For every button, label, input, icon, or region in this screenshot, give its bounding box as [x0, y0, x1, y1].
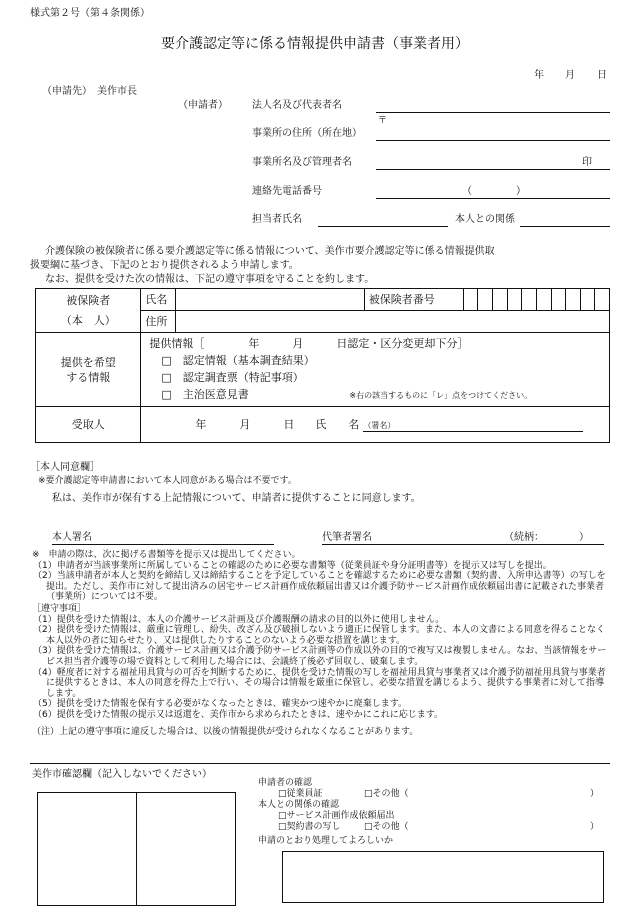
- addressee: （申請先） 美作市長: [42, 86, 137, 97]
- other-paren-close-2: ）: [590, 822, 600, 832]
- option-basic-survey[interactable]: □ 認定情報（基本調査結果）: [161, 354, 315, 367]
- insured-no-digit-2[interactable]: [478, 289, 493, 311]
- proceed-label: 申請のとおり処理してよろしいか: [258, 836, 394, 846]
- address-label: 事業所の住所（所在地）: [252, 128, 362, 139]
- check-note: ※右の該当するものに「レ」点をつけてください。: [349, 391, 533, 400]
- receiver-sign-field[interactable]: [363, 431, 583, 432]
- insured-no-digit-5[interactable]: [522, 289, 537, 311]
- corp-name-field[interactable]: [376, 112, 610, 113]
- receiver-date: 年 月 日: [195, 418, 295, 431]
- intro-line-1: 介護保険の被保険者に係る要介護認定等に係る情報について、美作市要介護認定等に係る情報提供取: [45, 246, 495, 257]
- insured-no-digit-9[interactable]: [580, 289, 595, 311]
- consent-note: ※要介護認定等申請書において本人同意がある場合は不要です。: [38, 476, 297, 486]
- notes-header: ※ 申請の際は、次に掲げる書類等を提示又は提出してください。: [32, 550, 301, 560]
- address-label-cell: 住所: [141, 311, 175, 333]
- page-title: 要介護認定等に係る情報提供申請書（事業者用）: [161, 36, 469, 52]
- insured-no-digit-6[interactable]: [536, 289, 551, 311]
- note-item-1: （1）申請者が当該事業所に所属していることの確認のために必要な書類等（従業員証や身分証明書等）を提示又は写しを提出。: [33, 560, 552, 571]
- insured-no-digit-3[interactable]: [493, 289, 508, 311]
- office-field[interactable]: [376, 169, 610, 170]
- seal-mark: 印: [582, 157, 592, 168]
- insured-no-label: 被保険者番号: [364, 289, 463, 311]
- rule-5: （5）提供を受けた情報を保有する必要がなくなったときは、確実かつ速やかに廃棄します。: [33, 699, 408, 710]
- info-cell: [141, 333, 610, 407]
- receiver-label: 受取人: [36, 407, 141, 443]
- note-item-2: （2）当該申請者が本人と契約を締結し又は締結することを予定していることを確認するために必要な書類（契約書、入所申込書等）の写しを提出。ただし、美作市に対して提出済みの居宅サービス計画作成依頼届出書又は介護予防サービス計画作成依頼届出書に記載された事業者（事業所）については不要。: [33, 571, 606, 603]
- insured-cell: [36, 289, 141, 333]
- intro-line-3: なお、提供を受けた次の情報は、下記の遵守事項を守ることを約します。: [45, 274, 375, 285]
- rule-4: （4）軽度者に対する福祉用具貸与の可否を判断するために、提供を受けた情報の写しを福祉用具貸与事業者又は介護予防福祉用具貸与事業者に提供するときは、本人の同意を得た上で行い、その場合は情報を厳重に保管し、必要な措置を講じるよう、提供する事業者に対して指導します。: [33, 667, 606, 699]
- phone-paren-close: ）: [516, 186, 526, 197]
- date-day: 日: [597, 70, 607, 81]
- info-header: 提供情報［ 年 月 日認定・区分変更却下分］: [149, 337, 469, 350]
- phone-field[interactable]: [376, 198, 610, 199]
- rule-6: （6）提供を受けた情報の提示又は返還を、美作市から求められたときは、速やかにこれに応じます。: [33, 709, 444, 720]
- intro-line-2: 扱要綱に基づき、下記のとおり提供されるよう申請します。: [30, 260, 299, 271]
- other-check-2[interactable]: □その他（: [364, 822, 409, 832]
- address-field[interactable]: [376, 140, 610, 141]
- relation-field[interactable]: [520, 226, 610, 227]
- address-cell[interactable]: [175, 311, 609, 333]
- proxy-relation-label: （続柄： ）: [504, 532, 589, 543]
- confirm-stamp-box-1: [37, 792, 137, 906]
- name-label: 氏名: [141, 289, 175, 311]
- consent-title: ［本人同意欄］: [30, 462, 100, 473]
- insured-no-digit-10[interactable]: [595, 289, 610, 311]
- notes-footer: （注）上記の遵守事項に違反した場合は、以後の情報提供が受けられなくなることがあります。: [32, 726, 419, 737]
- self-sign-label: 本人署名: [52, 532, 92, 543]
- postal-mark: 〒: [378, 116, 388, 126]
- plan-request-check[interactable]: □サービス計画作成依頼届出: [278, 811, 395, 821]
- insured-no-digit-4[interactable]: [507, 289, 522, 311]
- rules-title: ［遵守事項］: [32, 603, 87, 614]
- confirm-stamp-box-2: [136, 792, 236, 906]
- applicant-label: （申請者）: [178, 100, 228, 111]
- receiver-cell: [141, 407, 610, 443]
- phone-label: 連絡先電話番号: [252, 186, 322, 197]
- rule-3: （3）提供を受けた情報は、介護サービス計画又は介護予防サービス計画等の作成以外の目的で複写又は複製しません。なお、当該情報をサービス担当者介護等の場で資料として利用した場合には、会議終了後必ず回収し、破棄します。: [33, 646, 607, 667]
- phone-paren-open: （: [462, 186, 472, 197]
- employee-id-check[interactable]: □従業員証: [278, 789, 323, 799]
- insured-sub: （本 人）: [60, 313, 116, 327]
- section-divider: [30, 763, 610, 764]
- corp-name-label: 法人名及び代表者名: [252, 100, 342, 111]
- proxy-sign-label: 代筆者署名: [322, 532, 372, 543]
- option-doctor-opinion-row: [149, 386, 601, 403]
- other-paren-close-1: ）: [590, 789, 600, 799]
- insured-label: 被保険者: [66, 293, 111, 307]
- proceed-box: [282, 851, 604, 903]
- other-check-1[interactable]: □その他（: [364, 789, 409, 799]
- consent-body: 私は、美作市が保有する上記情報について、申請者に提供することに同意します。: [52, 493, 421, 504]
- form-number: 様式第２号（第４条関係）: [30, 8, 150, 19]
- date-year: 年: [534, 70, 544, 81]
- person-field[interactable]: [318, 226, 448, 227]
- contract-copy-check[interactable]: □契約書の写し: [278, 822, 341, 832]
- insured-no-digit-8[interactable]: [566, 289, 581, 311]
- relation-check-label: 本人との関係の確認: [258, 800, 340, 810]
- rule-2: （2）提供を受けた情報は、厳重に管理し、紛失、改ざん及び破損しないよう適正に保管します。また、本人の文書による同意を得ることなく本人以外の者に知らせたり、又は提供したりすることのないよう必要な措置を講じます。: [33, 625, 606, 646]
- city-confirm-title: 美作市確認欄（記入しないでください）: [32, 769, 212, 780]
- office-label: 事業所名及び管理者名: [252, 157, 352, 168]
- proxy-sign-field[interactable]: [322, 544, 604, 545]
- request-table: [35, 288, 610, 443]
- insured-no-digit-7[interactable]: [551, 289, 566, 311]
- applicant-check-label: 申請者の確認: [258, 778, 313, 788]
- notes-block: [32, 550, 610, 737]
- self-sign-field[interactable]: [52, 544, 274, 545]
- option-survey-sheet[interactable]: □ 認定調査票（特記事項）: [161, 371, 304, 384]
- date-month: 月: [565, 70, 575, 81]
- rule-1: （1）提供を受けた情報は、本人の介護サービス計画及び介護報酬の請求の目的以外に使用しません。: [33, 614, 445, 625]
- person-label: 担当者氏名: [252, 214, 302, 225]
- option-doctor-opinion[interactable]: □ 主治医意見書: [161, 388, 249, 401]
- receiver-sign-label: （署名）: [363, 421, 396, 430]
- desired-info-label: 提供を希望 する情報: [36, 333, 141, 407]
- relation-label: 本人との関係: [455, 214, 515, 225]
- name-field[interactable]: [175, 289, 364, 311]
- receiver-name-label: 氏 名: [315, 418, 360, 431]
- insured-no-digit-1[interactable]: [463, 289, 478, 311]
